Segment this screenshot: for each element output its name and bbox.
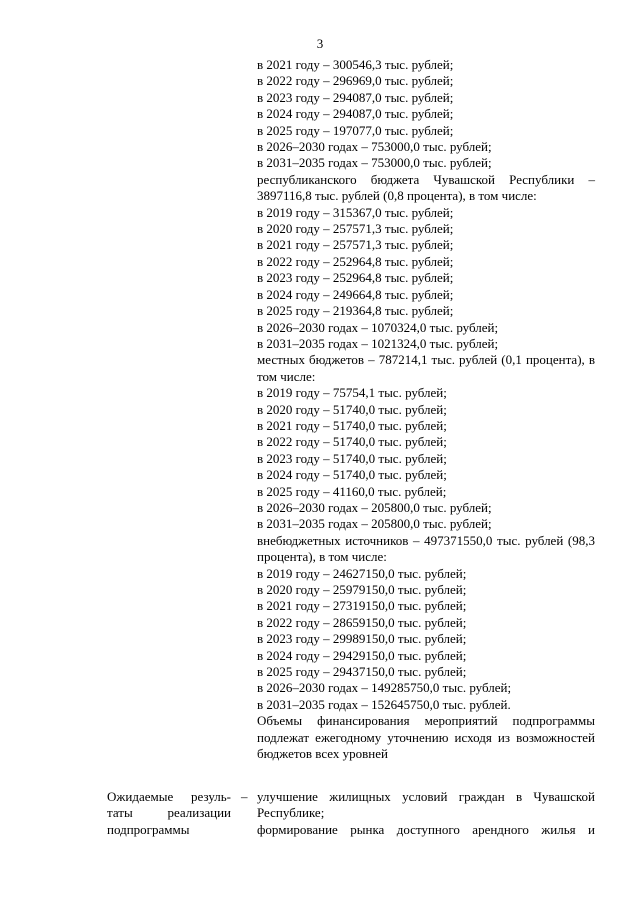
republic-budget-intro: республиканского бюджета Чувашской Республики – 3897116,8 тыс. рублей (0,8 процента), в том числе:	[257, 171, 595, 204]
extrabudgetary-line: в 2023 году – 29989150,0 тыс. рублей;	[257, 631, 467, 647]
financing-line: в 2025 году – 197077,0 тыс. рублей;	[257, 122, 454, 138]
republic-budget-line: в 2023 году – 252964,8 тыс. рублей;	[257, 270, 454, 286]
expected-result-item: улучшение жилищных условий граждан в Чувашской Республике;	[257, 789, 595, 821]
local-budget-line: в 2022 году – 51740,0 тыс. рублей;	[257, 434, 447, 450]
financing-line: в 2031–2035 годах – 753000,0 тыс. рублей;	[257, 155, 492, 171]
local-budget-line: в 2024 году – 51740,0 тыс. рублей;	[257, 467, 447, 483]
financing-column	[257, 57, 595, 762]
page-number: 3	[316, 36, 324, 51]
annual-clarification-note: Объемы финансирования мероприятий подпрограммы подлежат ежегодному уточнению исходя из возможностей бюджетов всех уровней	[257, 713, 595, 762]
extrabudgetary-line: в 2024 году – 29429150,0 тыс. рублей;	[257, 647, 467, 663]
extrabudgetary-line: в 2025 году – 29437150,0 тыс. рублей;	[257, 664, 467, 680]
expected-results-label-line: Ожидаемые резуль-	[107, 789, 231, 804]
financing-line: в 2024 году – 294087,0 тыс. рублей;	[257, 106, 454, 122]
local-budget-line: в 2020 году – 51740,0 тыс. рублей;	[257, 401, 447, 417]
local-budgets-intro: местных бюджетов – 787214,1 тыс. рублей (0,1 процента), в том числе:	[257, 352, 595, 384]
extrabudgetary-line: в 2019 году – 24627150,0 тыс. рублей;	[257, 565, 467, 581]
expected-results-label-line: подпрограммы	[107, 821, 190, 837]
local-budget-line: в 2023 году – 51740,0 тыс. рублей;	[257, 450, 447, 466]
extrabudgetary-line: в 2026–2030 годах – 149285750,0 тыс. рублей;	[257, 680, 512, 696]
extrabudgetary-line: в 2031–2035 годах – 152645750,0 тыс. рублей.	[257, 696, 511, 712]
row-separator-dash: –	[241, 789, 248, 804]
extrabudgetary-intro: внебюджетных источников – 497371550,0 тыс. рублей (98,3 процента), в том числе:	[257, 532, 595, 565]
republic-budget-line: в 2024 году – 249664,8 тыс. рублей;	[257, 286, 454, 302]
expected-results-label	[107, 789, 231, 838]
republic-budget-line: в 2021 году – 257571,3 тыс. рублей;	[257, 237, 454, 253]
financing-line: в 2022 году – 296969,0 тыс. рублей;	[257, 73, 454, 89]
extrabudgetary-line: в 2021 году – 27319150,0 тыс. рублей;	[257, 598, 467, 614]
local-budget-line: в 2019 году – 75754,1 тыс. рублей;	[257, 385, 447, 401]
local-budget-line: в 2031–2035 годах – 205800,0 тыс. рублей;	[257, 516, 492, 532]
republic-budget-line: в 2026–2030 годах – 1070324,0 тыс. рублей;	[257, 319, 499, 335]
expected-result-item: формирование рынка доступного арендного жилья и	[257, 821, 595, 837]
extrabudgetary-line: в 2020 году – 25979150,0 тыс. рублей;	[257, 582, 467, 597]
expected-results-label-line: таты реализации	[107, 805, 231, 821]
republic-budget-line: в 2022 году – 252964,8 тыс. рублей;	[257, 253, 454, 269]
financing-line: в 2021 году – 300546,3 тыс. рублей;	[257, 57, 454, 72]
republic-budget-line: в 2025 году – 219364,8 тыс. рублей;	[257, 303, 454, 319]
local-budget-line: в 2025 году – 41160,0 тыс. рублей;	[257, 483, 447, 499]
financing-line: в 2026–2030 годах – 753000,0 тыс. рублей;	[257, 139, 492, 155]
extrabudgetary-line: в 2022 году – 28659150,0 тыс. рублей;	[257, 614, 467, 630]
financing-line: в 2023 году – 294087,0 тыс. рублей;	[257, 89, 454, 105]
local-budget-line: в 2021 году – 51740,0 тыс. рублей;	[257, 417, 447, 433]
republic-budget-line: в 2031–2035 годах – 1021324,0 тыс. рублей;	[257, 335, 499, 351]
republic-budget-line: в 2019 году – 315367,0 тыс. рублей;	[257, 204, 454, 220]
republic-budget-line: в 2020 году – 257571,3 тыс. рублей;	[257, 221, 454, 237]
local-budget-line: в 2026–2030 годах – 205800,0 тыс. рублей;	[257, 499, 492, 515]
expected-results-list	[257, 789, 595, 838]
